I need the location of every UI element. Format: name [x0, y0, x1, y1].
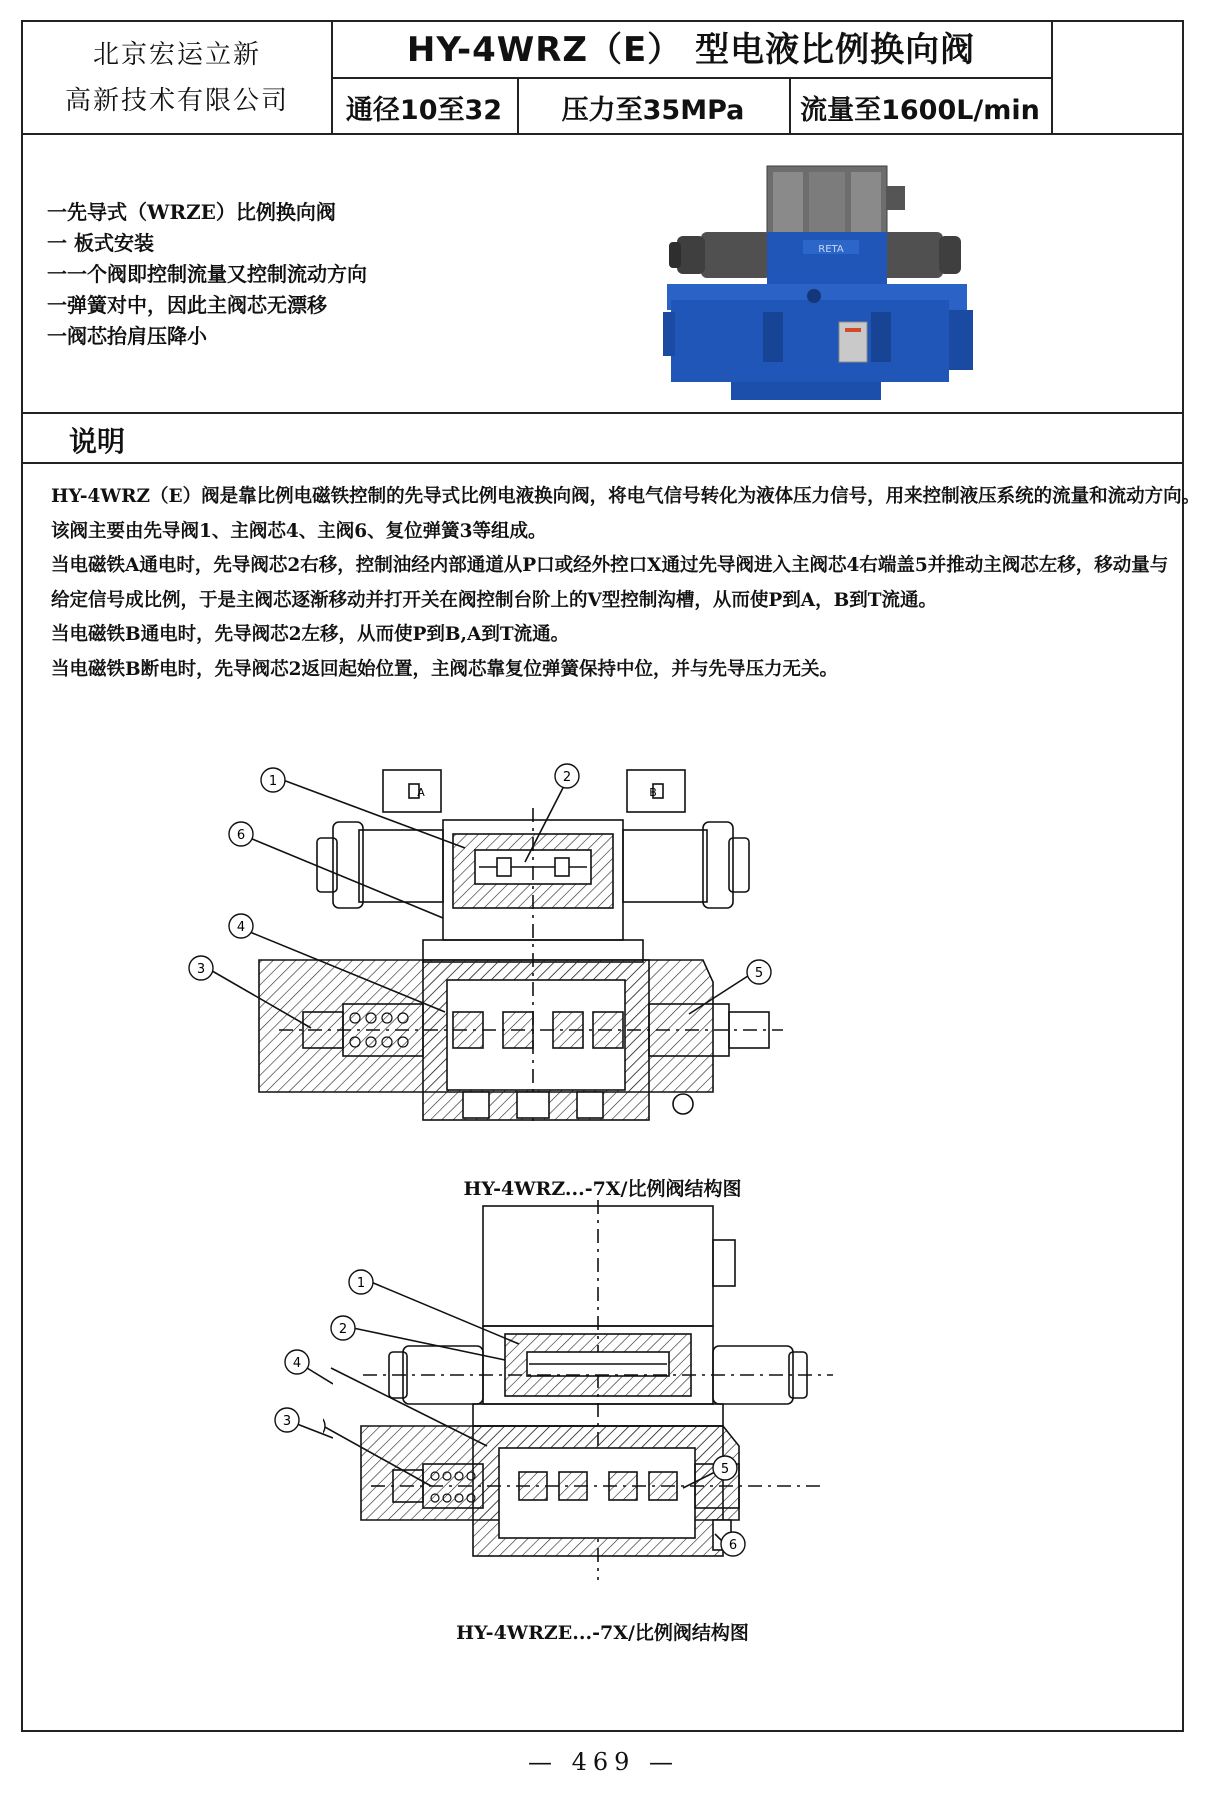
- callout-6: 6: [728, 1538, 738, 1553]
- section-title: 说明: [69, 425, 126, 458]
- page-frame: [21, 20, 1201, 1732]
- company-line1: 北京宏运立新: [92, 40, 261, 70]
- description-line: 该阀主要由先导阀1、主阀芯4、主阀6、复位弹簧3等组成。: [51, 520, 547, 542]
- callout-4: 4: [292, 1356, 302, 1371]
- solenoid-b-label: B: [649, 786, 657, 799]
- company-name: [23, 32, 331, 124]
- callout-2: 2: [562, 770, 572, 785]
- feature-item: 一弹簧对中，因此主阀芯无漂移: [47, 293, 327, 317]
- solenoid-a-label: A: [417, 786, 425, 799]
- callout-5: 5: [754, 966, 764, 981]
- header-divider: [1051, 22, 1053, 133]
- page-number: — 469 —: [527, 1748, 680, 1776]
- feature-item: 一 板式安装: [47, 231, 154, 255]
- diagram-1-caption: HY-4WRZ...-7X/比例阀结构图: [463, 1178, 742, 1200]
- page-title: HY-4WRZ（E） 型电液比例换向阀: [406, 30, 976, 70]
- section-divider: [23, 412, 1182, 414]
- callout-6: 6: [236, 828, 246, 843]
- feature-item: 一一个阀即控制流量又控制流动方向: [47, 262, 367, 286]
- description: [51, 480, 1200, 687]
- section-divider: [23, 462, 1182, 464]
- feature-item: 一阀芯抬肩压降小: [47, 324, 207, 348]
- valve-diagram-2-left-callouts: [273, 1342, 333, 1442]
- company-line2: 高新技术有限公司: [64, 86, 289, 116]
- spec-pressure: 压力至35MPa: [561, 95, 745, 126]
- photo-plate-text: RETA: [818, 244, 844, 255]
- callout-1: 1: [268, 774, 278, 789]
- description-line: HY-4WRZ（E）阀是靠比例电磁铁控制的先导式比例电液换向阀，将电气信号转化为液体压力信号，用来控制液压系统的流量和流动方向。: [51, 486, 1201, 507]
- header-divider: [23, 133, 1182, 135]
- callout-3: 3: [196, 962, 206, 977]
- description-line: 当电磁铁A通电时，先导阀芯2右移，控制油经内部通道从P口或经外控口X通过先导阀进入主阀芯4右端盖5并推动主阀芯左移，移动量与: [51, 555, 1169, 576]
- description-line: 当电磁铁B断电时，先导阀芯2返回起始位置，主阀芯靠复位弹簧保持中位，并与先导压力无关。: [51, 658, 839, 680]
- callout-1: 1: [356, 1276, 366, 1291]
- description-line: 当电磁铁B通电时，先导阀芯2左移，从而使P到B,A到T流通。: [51, 624, 570, 645]
- feature-item: 一先导式（WRZE）比例换向阀: [47, 200, 336, 224]
- spec-bore: 通径10至32: [345, 95, 503, 126]
- valve-diagram-2: [323, 1200, 863, 1600]
- callout-3: 3: [282, 1414, 292, 1429]
- diagram-2-caption: HY-4WRZE...-7X/比例阀结构图: [456, 1622, 749, 1644]
- spec-flow: 流量至1600L/min: [800, 95, 1040, 126]
- header-divider: [331, 77, 1051, 79]
- product-photo: [663, 162, 1003, 407]
- callout-5: 5: [720, 1462, 730, 1477]
- callout-2: 2: [338, 1322, 348, 1337]
- feature-list: [47, 197, 367, 352]
- description-line: 给定信号成比例，于是主阀芯逐渐移动并打开关在阀控制台阶上的V型控制沟槽，从而使P到A，B到T流通。: [51, 589, 938, 611]
- callout-4: 4: [236, 920, 246, 935]
- valve-diagram-1: [183, 722, 943, 1182]
